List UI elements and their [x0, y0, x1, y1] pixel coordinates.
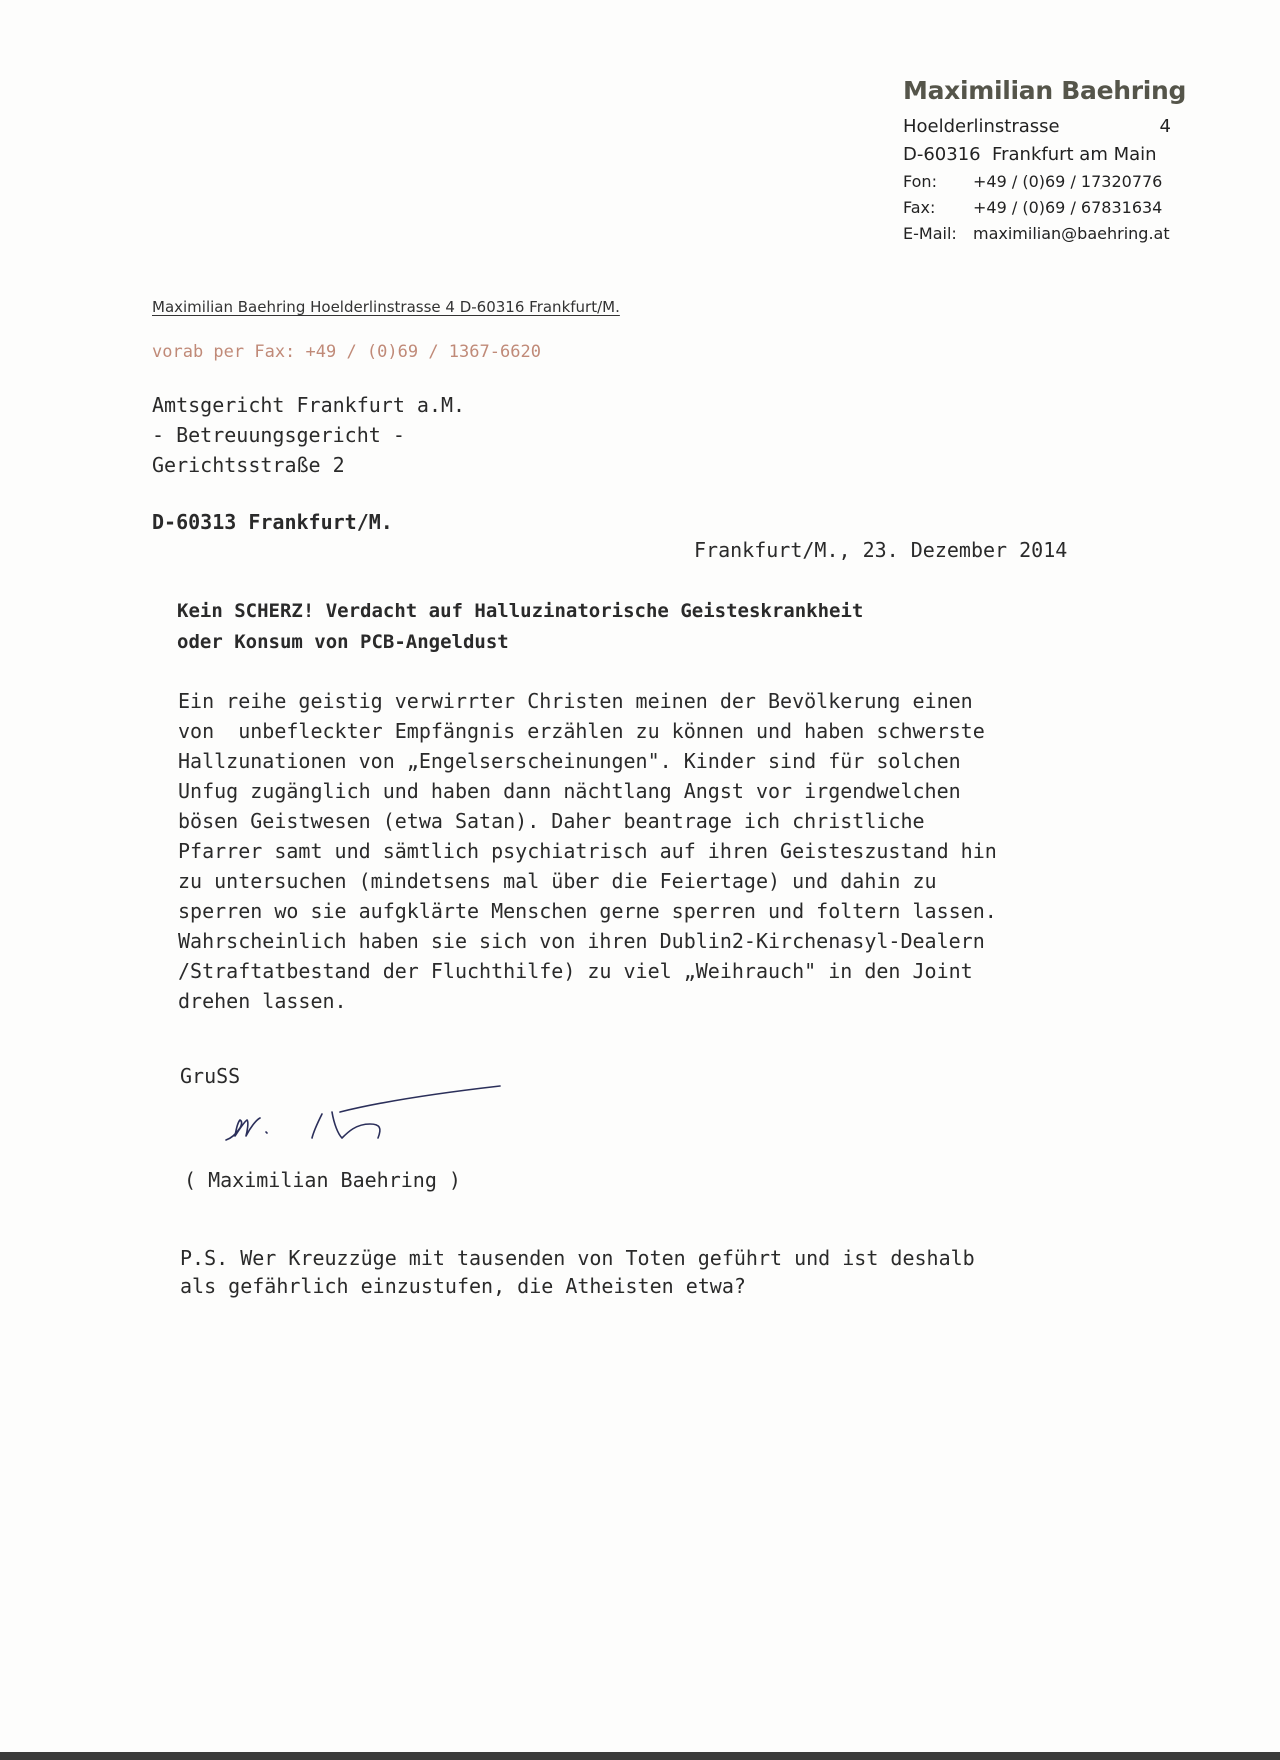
- body-line: Hallzunationen von „Engelserscheinungen". Kinder sind für solchen: [178, 749, 961, 773]
- subject-line: oder Konsum von PCB-Angeldust: [177, 631, 509, 653]
- letterhead-name: Maximilian Baehring: [903, 76, 1187, 105]
- handwritten-signature: [220, 1080, 510, 1170]
- body-line: Wahrscheinlich haben sie sich von ihren Dublin2-Kirchenasyl-Dealern: [178, 929, 985, 953]
- fax-number: +49 / (0)69 / 67831634: [973, 198, 1163, 217]
- body-line: Unfug zugänglich und haben dann nächtlang Angst vor irgendwelchen: [178, 779, 961, 803]
- body-line: bösen Geistwesen (etwa Satan). Daher beantrage ich christliche: [178, 809, 925, 833]
- email-label: E-Mail:: [903, 224, 957, 243]
- phone-number: +49 / (0)69 / 17320776: [973, 172, 1163, 191]
- body-line: drehen lassen.: [178, 989, 347, 1013]
- recipient-postal-code: D-60313 Frankfurt/M.: [152, 510, 393, 534]
- email-address: maximilian@baehring.at: [973, 224, 1170, 243]
- letterhead-city-line: [903, 141, 1171, 169]
- body-line: zu untersuchen (mindetsens mal über die Feiertage) und dahin zu: [178, 869, 937, 893]
- phone-label: Fon:: [903, 172, 937, 191]
- fax-label: Fax:: [903, 198, 936, 217]
- letterhead-street-line: [903, 113, 1171, 141]
- letterhead-house-number: 4: [1159, 116, 1171, 137]
- letter-subject: [177, 596, 863, 658]
- body-line: von unbefleckter Empfängnis erzählen zu können und haben schwerste: [178, 719, 985, 743]
- recipient-line: - Betreuungsgericht -: [152, 423, 405, 447]
- postscript: [180, 1244, 975, 1300]
- body-line: sperren wo sie aufgklärte Menschen gerne sperren und foltern lassen.: [178, 899, 997, 923]
- subject-line: Kein SCHERZ! Verdacht auf Halluzinatorische Geisteskrankheit: [177, 600, 864, 622]
- letterhead-city: D-60316 Frankfurt am Main: [903, 144, 1157, 165]
- letterhead-street: Hoelderlinstrasse: [903, 116, 1060, 137]
- recipient-address: [152, 390, 465, 480]
- body-line: Ein reihe geistig verwirrter Christen meinen der Bevölkerung einen: [178, 689, 973, 713]
- return-address-line: Maximilian Baehring Hoelderlinstrasse 4 D-60316 Frankfurt/M.: [152, 298, 620, 316]
- letter-date: Frankfurt/M., 23. Dezember 2014: [694, 538, 1068, 562]
- signed-name: ( Maximilian Baehring ): [184, 1168, 461, 1192]
- letterhead: [903, 76, 1187, 247]
- fax-notice: vorab per Fax: +49 / (0)69 / 1367-6620: [152, 342, 541, 362]
- closing-greeting: GruSS: [180, 1064, 241, 1088]
- letterhead-phone-line: [903, 169, 1171, 195]
- body-line: /Straftatbestand der Fluchthilfe) zu viel „Weihrauch" in den Joint: [178, 959, 973, 983]
- letterhead-fax-line: [903, 195, 1171, 221]
- letterhead-email-line: [903, 221, 1171, 247]
- recipient-line: Amtsgericht Frankfurt a.M.: [152, 393, 466, 417]
- postscript-line: als gefährlich einzustufen, die Atheisten etwa?: [180, 1274, 746, 1298]
- recipient-line: Gerichtsstraße 2: [152, 453, 345, 477]
- scan-bottom-edge: [0, 1752, 1280, 1760]
- postscript-line: P.S. Wer Kreuzzüge mit tausenden von Toten geführt und ist deshalb: [180, 1246, 975, 1270]
- body-line: Pfarrer samt und sämtlich psychiatrisch auf ihren Geisteszustand hin: [178, 839, 997, 863]
- letter-body: [178, 686, 997, 1016]
